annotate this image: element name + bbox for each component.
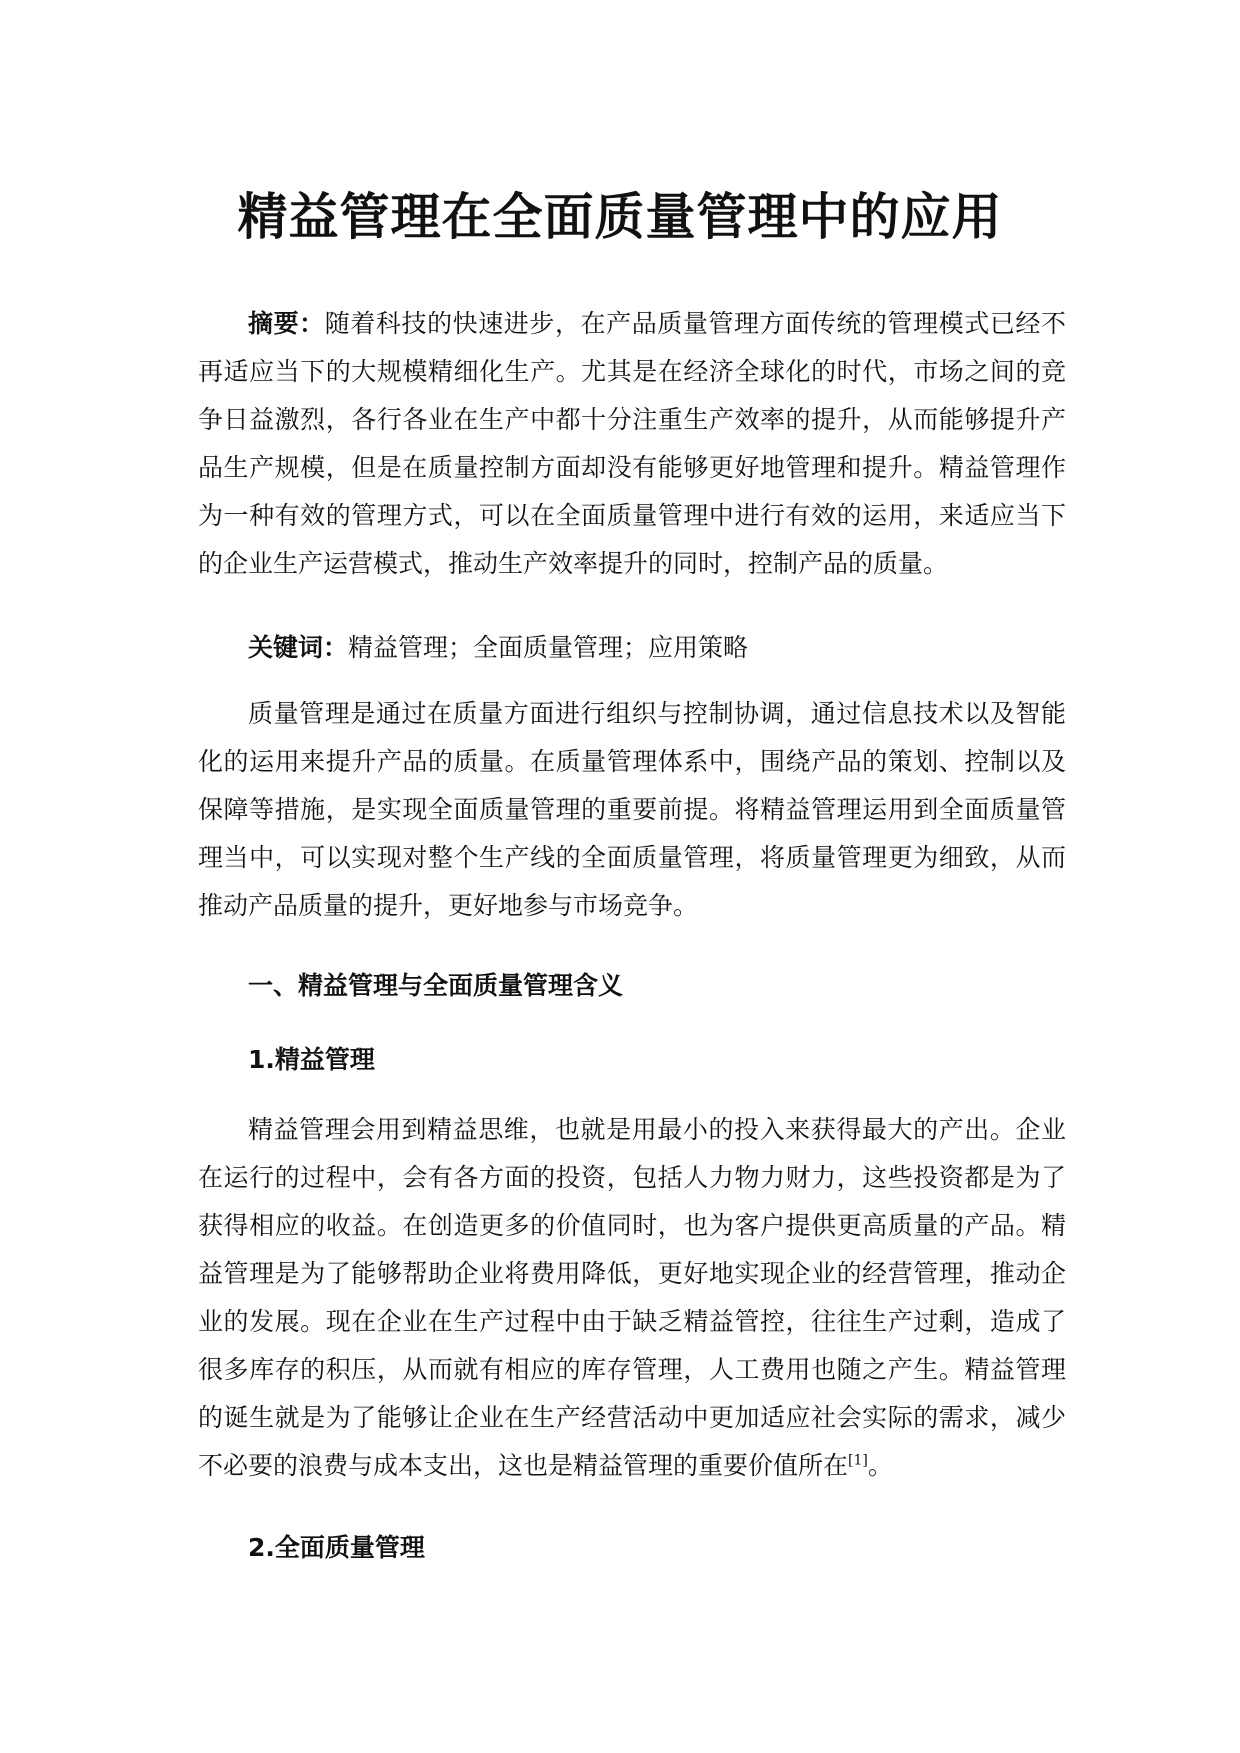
keywords-label: 关键词： — [248, 633, 349, 662]
page-title: 精益管理在全面质量管理中的应用 — [237, 188, 1003, 246]
abstract-label: 摘要： — [248, 309, 325, 338]
subsection-1-end: 。 — [867, 1451, 893, 1480]
keywords-text: 精益管理；全面质量管理；应用策略 — [348, 633, 749, 662]
keywords-paragraph — [198, 624, 1066, 672]
subsection-1-paragraph — [198, 1106, 1066, 1490]
subsection-2-heading: 2.全面质量管理 — [248, 1533, 425, 1562]
subsection-1-heading: 1.精益管理 — [248, 1045, 375, 1074]
abstract-paragraph — [198, 300, 1066, 588]
subsection-1-text: 精益管理会用到精益思维，也就是用最小的投入来获得最大的产出。企业在运行的过程中，会有各方面的投资，包括人力物力财力，这些投资都是为了获得相应的收益。在创造更多的价值同时，也为客户提供更高质量的产品。精益管理是为了能够帮助企业将费用降低，更好地实现企业的经营管理，推动企业的发展。现在企业在生产过程中由于缺乏精益管控，往往生产过剩，造成了很多库存的积压，从而就有相应的库存管理，人工费用也随之产生。精益管理的诞生就是为了能够让企业在生产经营活动中更加适应社会实际的需求，减少不必要的浪费与成本支出，这也是精益管理的重要价值所在 — [198, 1115, 1066, 1480]
abstract-text: 随着科技的快速进步，在产品质量管理方面传统的管理模式已经不再适应当下的大规模精细化生产。尤其是在经济全球化的时代，市场之间的竞争日益激烈，各行各业在生产中都十分注重生产效率的提升，从而能够提升产品生产规模，但是在质量控制方面却没有能够更好地管理和提升。精益管理作为一种有效的管理方式，可以在全面质量管理中进行有效的运用，来适应当下的企业生产运营模式，推动生产效率提升的同时，控制产品的质量。 — [198, 309, 1066, 578]
section-1-heading: 一、精益管理与全面质量管理含义 — [248, 971, 624, 1000]
intro-paragraph: 质量管理是通过在质量方面进行组织与控制协调，通过信息技术以及智能化的运用来提升产品的质量。在质量管理体系中，围绕产品的策划、控制以及保障等措施，是实现全面质量管理的重要前提。将精益管理运用到全面质量管理当中，可以实现对整个生产线的全面质量管理，将质量管理更为细致，从而推动产品质量的提升，更好地参与市场竞争。 — [198, 699, 1066, 920]
citation-ref: [1] — [848, 1452, 868, 1469]
